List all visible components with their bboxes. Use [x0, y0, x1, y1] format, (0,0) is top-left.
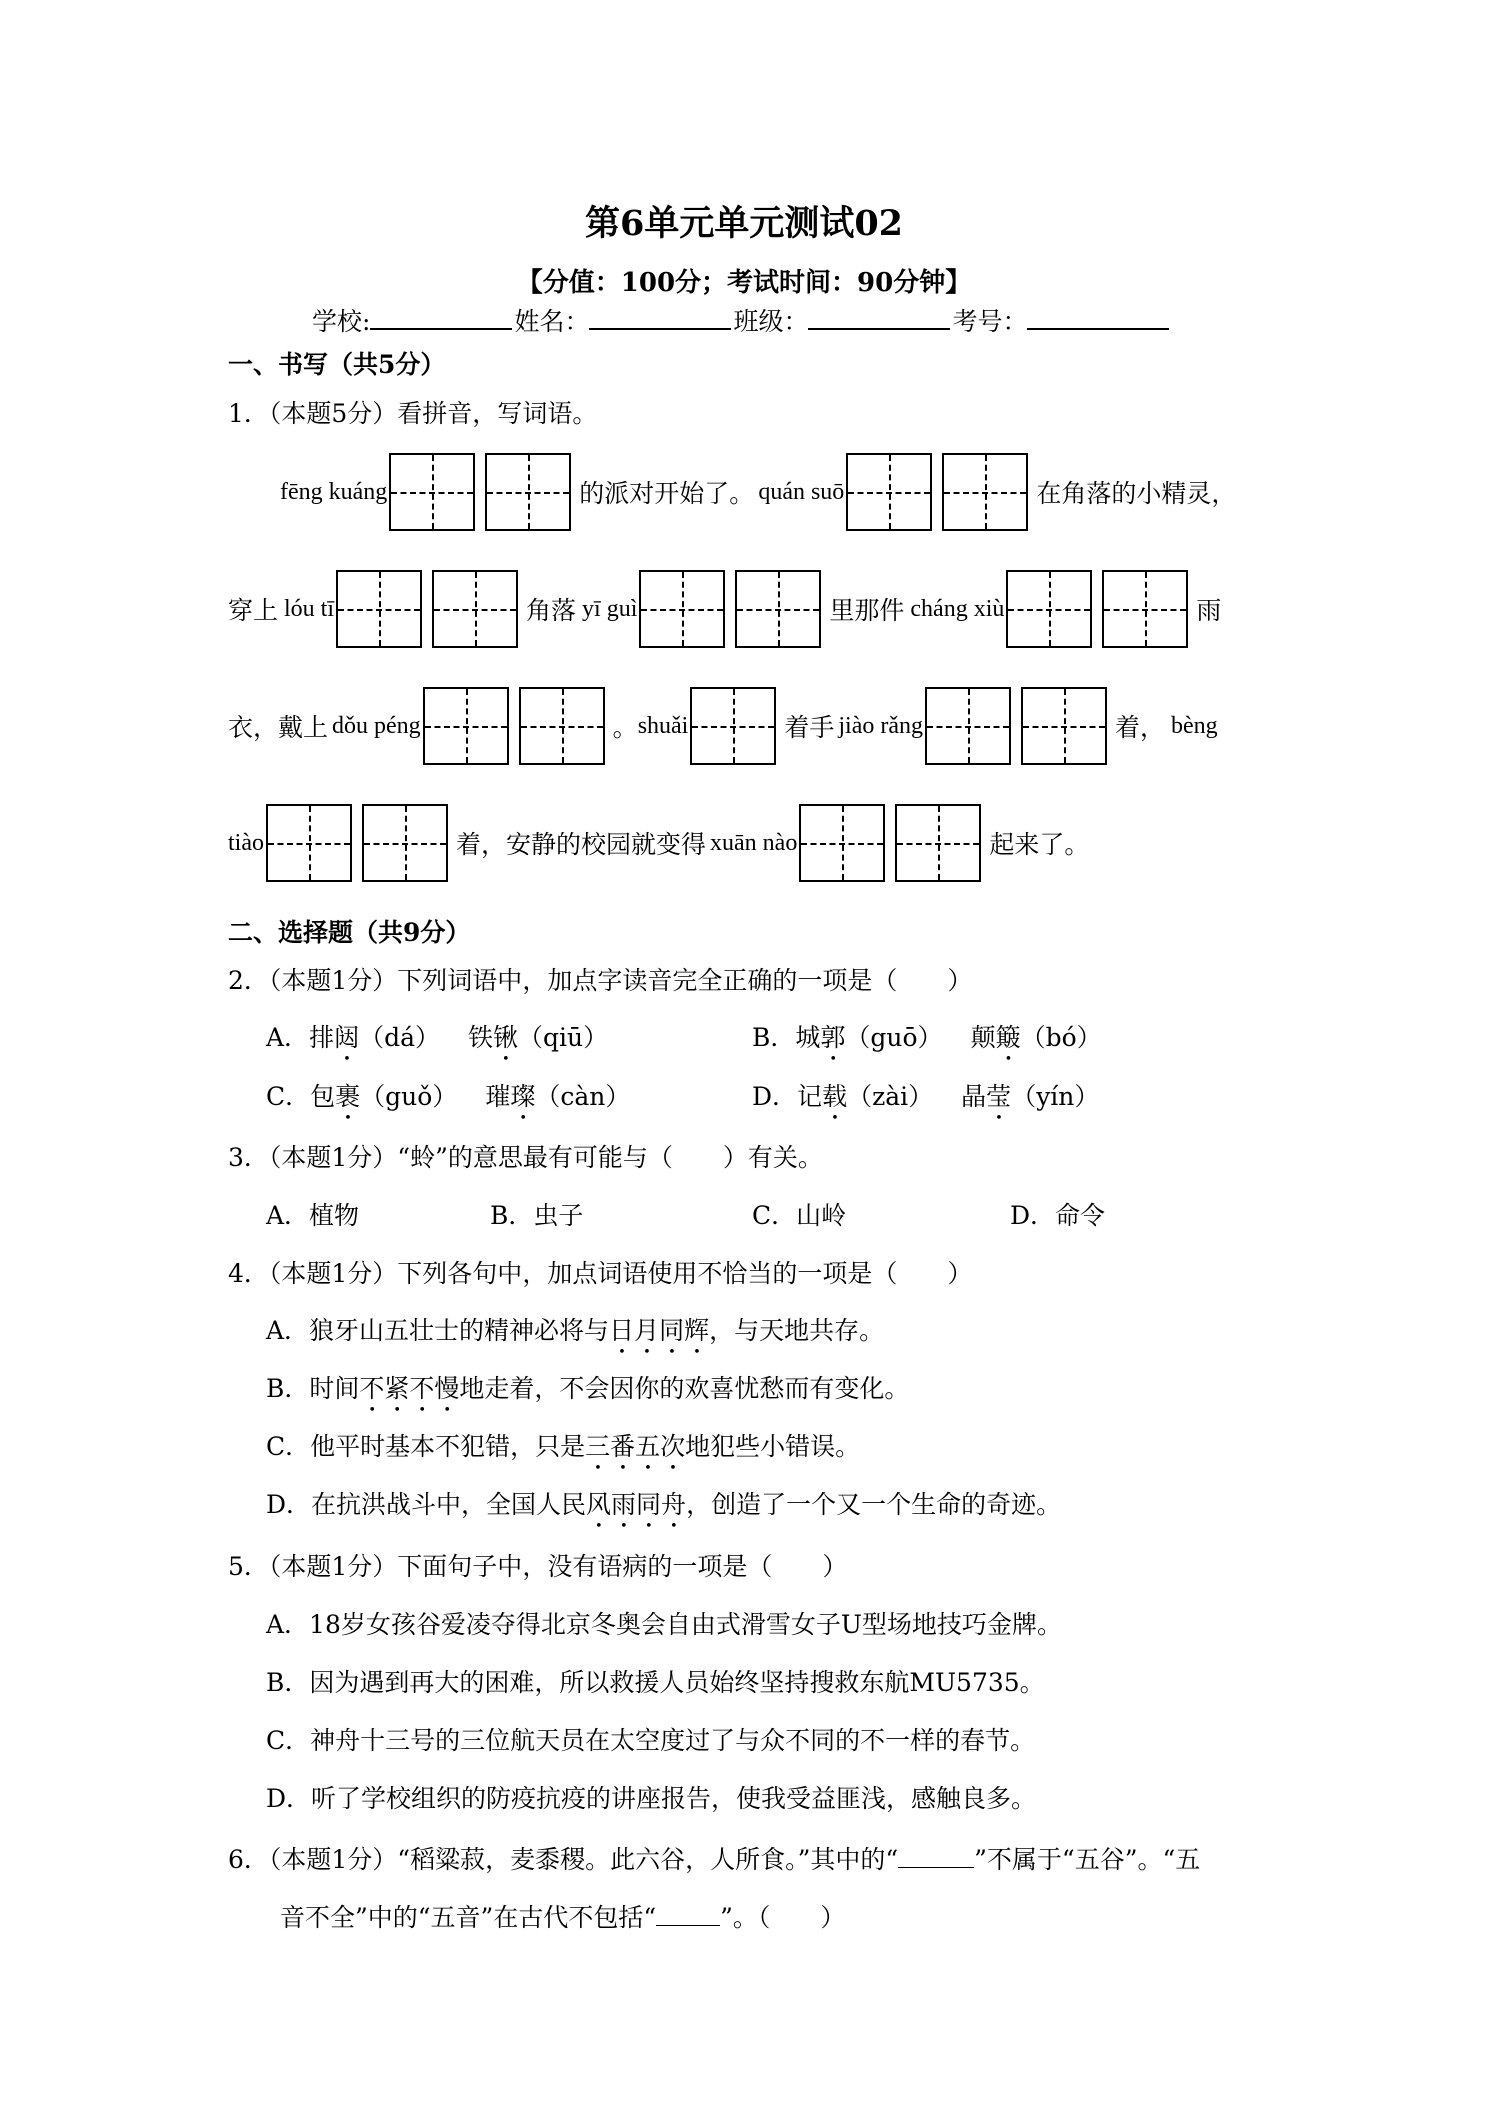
class-label: 班级：: [733, 307, 809, 336]
sentence-text: 在角落的小精灵，: [1036, 479, 1237, 508]
sentence-text: 着手: [784, 713, 835, 742]
writing-grid[interactable]: [519, 687, 605, 765]
page-title: 第6单元单元测试02: [584, 203, 904, 244]
question-2-stem: 2．（本题1分）下列词语中，加点字读音完全正确的一项是（ ）: [228, 966, 973, 995]
q4-option-d[interactable]: D．在抗洪战斗中，全国人民风雨同舟，创造了一个又一个生命的奇迹。: [266, 1490, 1062, 1519]
sentence-text: 穿上: [228, 596, 279, 625]
writing-grid[interactable]: [690, 687, 776, 765]
exam-number-blank[interactable]: [1027, 302, 1169, 330]
writing-grid[interactable]: [423, 687, 509, 765]
sentence-text: 衣，戴上: [228, 713, 329, 742]
pinyin: bèng: [1171, 712, 1218, 739]
writing-grid[interactable]: [432, 570, 518, 648]
pinyin: lóu tī: [284, 595, 335, 622]
sentence-text: 着，安静的校园就变得: [456, 830, 707, 859]
q2-option-b[interactable]: B．城郭（guō） 颠簸（bó）: [752, 1023, 1102, 1052]
writing-grid[interactable]: [362, 804, 448, 882]
writing-grid[interactable]: [266, 804, 352, 882]
pinyin-line-2: [228, 569, 1221, 649]
q5-option-c[interactable]: C．神舟十三号的三位航天员在太空度过了与众不同的不一样的春节。: [266, 1726, 1036, 1755]
q5-option-b[interactable]: B．因为遇到再大的困难，所以救援人员始终坚持搜救东航MU5735。: [266, 1668, 1045, 1697]
pinyin: cháng xiù: [910, 595, 1005, 622]
pinyin-line-1: [280, 452, 1236, 532]
sentence-text: 的派对开始了。: [579, 479, 755, 508]
q4-option-a[interactable]: A．狼牙山五壮士的精神必将与日月同辉，与天地共存。: [266, 1316, 885, 1345]
question-6-line-1: 6．（本题1分）“稻粱菽，麦黍稷。此六谷，人所食。”其中的“ ”不属于“五谷”。“五: [228, 1845, 1201, 1874]
writing-grid[interactable]: [1102, 570, 1188, 648]
exam-number-label: 考号：: [952, 307, 1028, 336]
writing-grid[interactable]: [389, 453, 475, 531]
sentence-text: 里那件: [829, 596, 905, 625]
sentence-text: 雨: [1196, 596, 1222, 625]
class-blank[interactable]: [808, 302, 950, 330]
pinyin-line-4: [228, 803, 1089, 883]
q6-blank-2[interactable]: [656, 1903, 720, 1926]
writing-grid[interactable]: [1006, 570, 1092, 648]
student-info-line: [312, 302, 1171, 338]
writing-grid[interactable]: [1021, 687, 1107, 765]
q4-option-c[interactable]: C．他平时基本不犯错，只是三番五次地犯些小错误。: [266, 1432, 861, 1461]
pinyin: dǒu péng: [332, 712, 421, 739]
pinyin: quán suō: [758, 478, 845, 505]
pinyin: xuān nào: [710, 829, 798, 856]
pinyin-line-3: [228, 686, 1218, 766]
writing-grid[interactable]: [895, 804, 981, 882]
q3-option-c[interactable]: C．山岭: [752, 1201, 847, 1230]
writing-grid[interactable]: [639, 570, 725, 648]
q6-blank-1[interactable]: [898, 1845, 974, 1868]
pinyin: yī guì: [582, 595, 638, 622]
writing-grid[interactable]: [942, 453, 1028, 531]
question-6-line-2: 音不全”中的“五音”在古代不包括“ ”。（ ）: [280, 1903, 846, 1932]
pinyin: tiào: [228, 829, 264, 856]
school-label: 学校:: [312, 307, 371, 336]
writing-grid[interactable]: [336, 570, 422, 648]
school-blank[interactable]: [370, 302, 512, 330]
q5-option-a[interactable]: A．18岁女孩谷爱凌夺得北京冬奥会自由式滑雪女子U型场地技巧金牌。: [266, 1610, 1062, 1639]
question-1-stem: 1．（本题5分）看拼音，写词语。: [228, 399, 598, 428]
q2-option-a[interactable]: A．排闼（dá） 铁锹（qiū）: [266, 1023, 609, 1052]
q5-option-d[interactable]: D．听了学校组织的防疫抗疫的讲座报告，使我受益匪浅，感触良多。: [266, 1784, 1037, 1813]
sentence-text: 角落: [526, 596, 577, 625]
name-blank[interactable]: [589, 302, 731, 330]
q3-option-b[interactable]: B．虫子: [490, 1201, 584, 1230]
pinyin: jiào rǎng: [838, 712, 924, 739]
sentence-text: 着，: [1115, 713, 1166, 742]
q4-option-b[interactable]: B．时间不紧不慢地走着，不会因你的欢喜忧愁而有变化。: [266, 1374, 910, 1403]
q3-option-d[interactable]: D．命令: [1010, 1201, 1106, 1230]
sentence-text: 起来了。: [989, 830, 1090, 859]
writing-grid[interactable]: [799, 804, 885, 882]
section-heading-writing: 一、书写（共5分）: [228, 350, 446, 379]
name-label: 姓名：: [514, 307, 590, 336]
q2-option-c[interactable]: C．包裹（guǒ） 璀璨（càn）: [266, 1082, 631, 1111]
q3-option-a[interactable]: A．植物: [266, 1201, 360, 1230]
section-heading-choice: 二、选择题（共9分）: [228, 918, 471, 947]
writing-grid[interactable]: [735, 570, 821, 648]
writing-grid[interactable]: [925, 687, 1011, 765]
q2-option-d[interactable]: D．记载（zài） 晶莹（yín）: [752, 1082, 1100, 1111]
sentence-text: 。: [612, 713, 638, 742]
question-3-stem: 3．（本题1分）“蛉”的意思最有可能与（ ）有关。: [228, 1143, 823, 1172]
question-5-stem: 5．（本题1分）下面句子中，没有语病的一项是（ ）: [228, 1552, 848, 1581]
exam-subtitle: 【分值：100分；考试时间：90分钟】: [516, 268, 972, 298]
pinyin: fēng kuáng: [280, 478, 388, 505]
writing-grid[interactable]: [485, 453, 571, 531]
pinyin: shuǎi: [637, 712, 689, 739]
writing-grid[interactable]: [846, 453, 932, 531]
question-4-stem: 4．（本题1分）下列各句中，加点词语使用不恰当的一项是（ ）: [228, 1259, 973, 1288]
